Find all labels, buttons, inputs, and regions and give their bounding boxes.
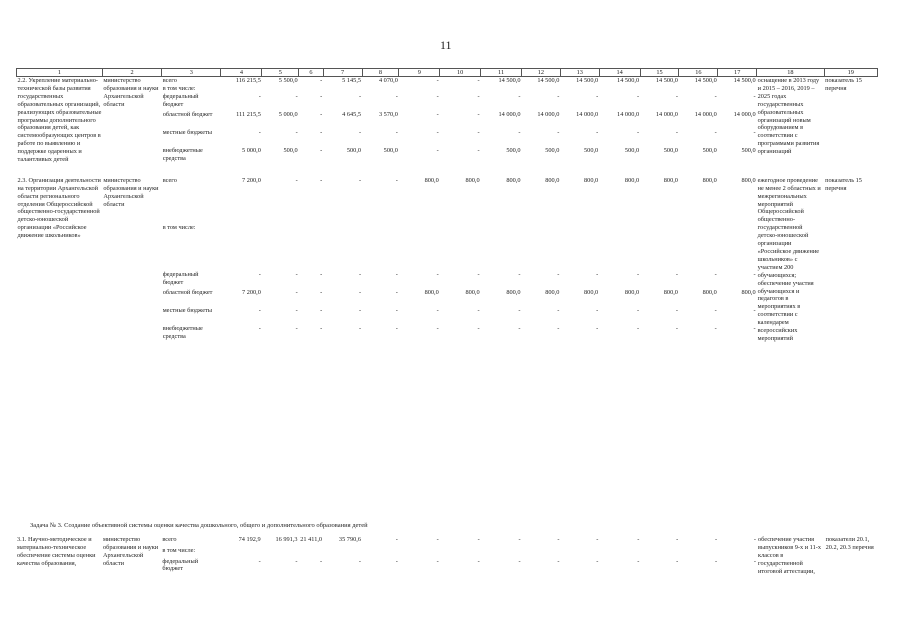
- funding-value: 800,0: [584, 176, 599, 184]
- funding-value: -: [320, 288, 323, 296]
- funding-value: -: [319, 557, 323, 565]
- funding-value: 500,0: [346, 146, 362, 154]
- funding-value: [262, 547, 299, 558]
- funding-value: 14 000,0: [498, 110, 521, 118]
- funding-value: -: [295, 176, 298, 184]
- funding-value: 14 000,0: [537, 110, 560, 118]
- funding-value: -: [358, 176, 362, 184]
- funding-value: -: [320, 146, 323, 154]
- funding-value: 800,0: [584, 288, 599, 296]
- funding-value: -: [358, 128, 362, 136]
- funding-value: -: [358, 270, 362, 278]
- funding-value: -: [518, 536, 521, 543]
- funding-value: 14 500,0: [733, 77, 756, 84]
- funding-value: -: [258, 128, 261, 136]
- funding-value: 500,0: [506, 146, 521, 154]
- indicator-ref: показатель 15 перечня: [825, 176, 862, 192]
- funding-value: -: [395, 536, 398, 543]
- funding-value: 500,0: [663, 146, 678, 154]
- funding-value: -: [436, 270, 439, 278]
- expected-result: ежегодное проведение не менее 2 областных и межрегиональных мероприятий Общероссийской общественно-государственной детско-юношеской организации «Российское движение школьников» с участием 200 обучающихся; обеспечение участия обучающихся и педагогов в мероприятиях в соответствии с календарем всероссийских мероприятий: [757, 176, 821, 342]
- funding-value: [561, 547, 600, 558]
- funding-value: 14 500,0: [655, 77, 678, 84]
- funding-source: внебюджетные средства: [162, 146, 203, 162]
- expected-result: оснащение в 2013 году и 2015 – 2016, 2019 – 2025 годах государственных образовательных организаций новым оборудованием в соответствии с программами развития организаций: [757, 77, 820, 156]
- funding-value: 35 790,6: [338, 536, 361, 543]
- column-number-10: 10: [440, 69, 481, 77]
- funding-value: 14 500,0: [576, 77, 599, 84]
- funding-value: -: [714, 128, 717, 136]
- funding-value: 4 070,0: [378, 77, 398, 84]
- funding-source: областной бюджет: [162, 110, 213, 118]
- funding-value: [599, 85, 640, 93]
- executor: министерство образования и науки Архангельской области: [102, 536, 159, 567]
- funding-source: всего: [162, 176, 177, 184]
- funding-value: -: [753, 270, 756, 278]
- funding-value: [323, 547, 362, 558]
- funding-value: -: [395, 324, 398, 332]
- funding-value: -: [636, 306, 640, 314]
- funding-value: -: [395, 557, 398, 565]
- funding-value: 500,0: [283, 146, 298, 154]
- funding-value: 500,0: [702, 146, 717, 154]
- funding-value: -: [675, 324, 678, 332]
- funding-value: -: [596, 306, 599, 314]
- funding-row: [16, 536, 878, 547]
- column-number-4: 4: [221, 69, 262, 77]
- funding-value: [560, 224, 599, 271]
- funding-value: 800,0: [624, 288, 640, 296]
- funding-value: -: [295, 270, 298, 278]
- funding-value: 14 000,0: [694, 110, 717, 118]
- funding-value: -: [676, 536, 679, 543]
- funding-value: -: [518, 324, 521, 332]
- expected-result: обеспечение участия выпускников 9-х и 11-х классов в государственной итоговой аттестации,: [758, 536, 821, 575]
- funding-value: -: [295, 306, 298, 314]
- funding-value: -: [753, 557, 757, 565]
- funding-value: 500,0: [383, 146, 398, 154]
- funding-value: [481, 547, 522, 558]
- column-number-11: 11: [481, 69, 522, 77]
- funding-value: 800,0: [424, 288, 439, 296]
- funding-value: [599, 224, 640, 271]
- funding-value: -: [596, 557, 599, 565]
- funding-value: [323, 85, 362, 93]
- funding-value: -: [557, 306, 560, 314]
- funding-value: 800,0: [545, 176, 560, 184]
- funding-value: [679, 224, 718, 271]
- funding-value: [481, 85, 522, 93]
- funding-value: -: [557, 270, 560, 278]
- funding-value: [522, 547, 561, 558]
- funding-value: 4 645,5: [342, 110, 362, 118]
- funding-value: 500,0: [545, 146, 560, 154]
- funding-value: 800,0: [702, 288, 717, 296]
- funding-value: [440, 85, 481, 93]
- funding-value: -: [320, 324, 323, 332]
- funding-value: 800,0: [624, 176, 640, 184]
- column-number-1: 1: [17, 69, 103, 77]
- funding-value: -: [258, 324, 261, 332]
- funding-value: 7 200,0: [241, 288, 261, 296]
- funding-value: -: [436, 77, 439, 84]
- funding-value: -: [637, 536, 640, 543]
- funding-value: -: [714, 92, 717, 100]
- executor: министерство образования и науки Архангельской области: [103, 176, 159, 208]
- funding-value: 500,0: [741, 146, 756, 154]
- funding-value: -: [477, 270, 480, 278]
- funding-source: федеральный бюджет: [162, 92, 199, 108]
- funding-value: [399, 85, 440, 93]
- funding-value: -: [395, 128, 398, 136]
- funding-value: -: [320, 77, 323, 84]
- funding-value: [299, 224, 324, 271]
- funding-value: [481, 224, 522, 271]
- funding-value: 800,0: [465, 176, 480, 184]
- funding-value: -: [436, 306, 439, 314]
- funding-value: 800,0: [741, 176, 756, 184]
- funding-value: 14 500,0: [694, 77, 717, 84]
- funding-value: -: [320, 176, 323, 184]
- indicator-ref: показатели 20.1, 20.2, 20.3 перечня: [825, 536, 874, 551]
- funding-value: 5 145,5: [342, 77, 362, 84]
- funding-value: 21 411,0: [300, 536, 323, 543]
- funding-value: -: [477, 324, 480, 332]
- funding-value: -: [295, 92, 298, 100]
- funding-value: 800,0: [506, 176, 521, 184]
- funding-value: -: [477, 110, 480, 118]
- funding-value: -: [395, 92, 398, 100]
- funding-value: [399, 224, 440, 271]
- funding-value: -: [557, 536, 560, 543]
- column-number-15: 15: [640, 69, 679, 77]
- funding-value: -: [477, 146, 480, 154]
- funding-value: -: [477, 536, 480, 543]
- funding-value: -: [636, 128, 640, 136]
- section-gap-cell: [17, 165, 878, 177]
- funding-value: -: [715, 536, 718, 543]
- column-number-16: 16: [679, 69, 718, 77]
- funding-value: -: [753, 128, 756, 136]
- funding-value: -: [436, 92, 439, 100]
- funding-value: 111 215,5: [236, 110, 261, 118]
- funding-value: [679, 85, 718, 93]
- funding-value: [640, 547, 679, 558]
- funding-value: -: [358, 324, 362, 332]
- funding-value: 14 000,0: [617, 110, 640, 118]
- funding-value: [718, 547, 757, 558]
- funding-value: 5 000,0: [278, 110, 298, 118]
- funding-value: [718, 85, 757, 93]
- column-number-12: 12: [522, 69, 561, 77]
- column-number-8: 8: [362, 69, 399, 77]
- funding-value: 5 000,0: [241, 146, 261, 154]
- funding-value: -: [753, 92, 756, 100]
- funding-value: [679, 547, 718, 558]
- funding-value: -: [436, 110, 439, 118]
- funding-value: -: [295, 128, 298, 136]
- funding-value: [362, 85, 399, 93]
- funding-value: [440, 547, 481, 558]
- funding-value: -: [714, 270, 717, 278]
- column-number-6: 6: [299, 69, 324, 77]
- funding-value: -: [518, 92, 521, 100]
- funding-value: -: [715, 557, 718, 565]
- funding-value: -: [637, 557, 640, 565]
- column-number-14: 14: [599, 69, 640, 77]
- funding-value: [440, 224, 481, 271]
- funding-value: 800,0: [545, 288, 560, 296]
- column-number-5: 5: [262, 69, 299, 77]
- funding-value: 800,0: [702, 176, 717, 184]
- funding-value: 500,0: [584, 146, 599, 154]
- funding-value: -: [596, 270, 599, 278]
- funding-value: -: [436, 557, 439, 565]
- funding-value: -: [358, 288, 362, 296]
- funding-value: -: [675, 306, 678, 314]
- funding-value: 116 215,5: [235, 77, 261, 84]
- column-number-2: 2: [102, 69, 161, 77]
- funding-value: -: [258, 270, 261, 278]
- funding-value: -: [518, 557, 521, 565]
- funding-value: [323, 224, 362, 271]
- funding-value: 14 500,0: [617, 77, 640, 84]
- funding-source: в том числе:: [162, 546, 196, 554]
- funding-value: -: [714, 324, 717, 332]
- funding-value: -: [320, 306, 323, 314]
- funding-value: -: [636, 270, 640, 278]
- funding-value: 800,0: [465, 288, 480, 296]
- funding-value: [522, 224, 561, 271]
- funding-value: -: [436, 128, 439, 136]
- funding-value: 7 200,0: [241, 176, 261, 184]
- column-number-17: 17: [718, 69, 757, 77]
- funding-value: -: [395, 176, 398, 184]
- column-number-row: [17, 69, 878, 77]
- indicator-ref: показатель 15 перечня: [825, 77, 862, 92]
- funding-value: -: [636, 92, 640, 100]
- funding-value: [560, 85, 599, 93]
- program-table-task3: [16, 536, 878, 576]
- column-number-7: 7: [323, 69, 362, 77]
- funding-value: -: [675, 128, 678, 136]
- funding-value: [399, 547, 440, 558]
- funding-value: -: [753, 324, 756, 332]
- funding-value: 14 500,0: [498, 77, 521, 84]
- funding-value: -: [596, 128, 599, 136]
- section-gap: [17, 165, 878, 177]
- funding-value: [362, 224, 399, 271]
- funding-value: -: [358, 306, 362, 314]
- funding-value: -: [518, 128, 521, 136]
- funding-value: 14 000,0: [733, 110, 756, 118]
- funding-source: всего: [162, 77, 177, 84]
- column-number-18: 18: [757, 69, 824, 77]
- funding-value: 74 192,9: [238, 536, 261, 543]
- funding-source: внебюджетные средства: [162, 324, 203, 340]
- funding-source: федеральный бюджет: [162, 270, 199, 286]
- funding-value: -: [295, 288, 298, 296]
- funding-value: -: [395, 288, 398, 296]
- funding-value: -: [518, 306, 521, 314]
- funding-value: -: [557, 128, 560, 136]
- funding-value: -: [675, 92, 678, 100]
- funding-value: [299, 547, 324, 558]
- funding-value: -: [320, 92, 323, 100]
- funding-value: 14 000,0: [576, 110, 599, 118]
- funding-value: -: [358, 557, 361, 565]
- funding-value: -: [636, 324, 640, 332]
- funding-source: всего: [162, 536, 177, 543]
- funding-row: [17, 177, 878, 224]
- funding-value: -: [295, 324, 298, 332]
- funding-value: -: [358, 92, 362, 100]
- funding-value: 14 000,0: [655, 110, 678, 118]
- funding-value: [262, 85, 299, 93]
- funding-value: -: [395, 270, 398, 278]
- measure-name: 3.1. Научно-методическое и материально-техническое обеспечение системы оценки качества образования,: [17, 536, 96, 567]
- page-number: 11: [440, 38, 452, 52]
- funding-value: -: [436, 146, 439, 154]
- funding-value: 500,0: [624, 146, 640, 154]
- funding-value: -: [295, 557, 298, 565]
- funding-value: -: [676, 557, 679, 565]
- funding-source: в том числе:: [162, 84, 196, 92]
- funding-row: [17, 77, 878, 85]
- funding-value: 3 570,0: [378, 110, 398, 118]
- funding-value: -: [436, 536, 439, 543]
- funding-value: -: [557, 92, 560, 100]
- funding-value: [640, 85, 679, 93]
- funding-value: [299, 85, 324, 93]
- funding-value: -: [596, 324, 599, 332]
- measure-name: 2.3. Организация деятельности на территории Архангельской области регионального отделения Общероссийской общественно-государственной детско-юношеской организации «Российское движение школьников»: [17, 176, 101, 240]
- funding-value: [221, 224, 262, 271]
- funding-value: 800,0: [663, 288, 678, 296]
- column-number-9: 9: [399, 69, 440, 77]
- funding-value: 800,0: [506, 288, 521, 296]
- task-heading: Задача № 3. Создание объективной системы оценки качества дошкольного, общего и дополнительного образования детей: [30, 522, 368, 529]
- funding-value: -: [518, 270, 521, 278]
- measure-name: 2.2. Укрепление материально-технической базы развития государственных образовательных организаций, реализующих образовательные программы дополнительного образования детей, как системообразующих центров в работе по выявлению и поддержке одаренных и талантливых детей: [17, 77, 102, 164]
- funding-value: 800,0: [424, 176, 439, 184]
- funding-value: 14 500,0: [537, 77, 560, 84]
- funding-value: 5 500,0: [278, 77, 298, 84]
- funding-value: -: [596, 536, 599, 543]
- funding-value: -: [596, 92, 599, 100]
- funding-value: [718, 224, 757, 271]
- funding-value: -: [258, 557, 261, 565]
- funding-value: -: [477, 128, 480, 136]
- program-table: [16, 68, 878, 343]
- funding-value: 800,0: [663, 176, 678, 184]
- column-number-13: 13: [560, 69, 599, 77]
- funding-value: [221, 547, 262, 558]
- column-number-19: 19: [824, 69, 877, 77]
- funding-value: -: [436, 324, 439, 332]
- funding-source: федеральный бюджет: [162, 557, 199, 573]
- funding-value: -: [557, 557, 560, 565]
- funding-source: в том числе:: [162, 223, 196, 231]
- column-number-3: 3: [162, 69, 221, 77]
- funding-value: -: [320, 128, 323, 136]
- funding-value: -: [477, 77, 480, 84]
- funding-source: местные бюджеты: [162, 128, 212, 136]
- funding-value: 800,0: [741, 288, 756, 296]
- funding-value: -: [477, 306, 480, 314]
- funding-value: -: [753, 536, 757, 543]
- funding-value: [221, 85, 262, 93]
- funding-value: [362, 547, 399, 558]
- funding-source: местные бюджеты: [162, 306, 212, 314]
- funding-value: [640, 224, 679, 271]
- funding-value: -: [395, 306, 398, 314]
- funding-value: -: [320, 110, 323, 118]
- executor: министерство образования и науки Архангельской области: [103, 77, 159, 108]
- funding-value: [262, 224, 299, 271]
- funding-value: -: [477, 557, 480, 565]
- funding-value: -: [675, 270, 678, 278]
- funding-value: -: [714, 306, 717, 314]
- funding-value: -: [320, 270, 323, 278]
- funding-source: областной бюджет: [162, 288, 213, 296]
- funding-value: -: [557, 324, 560, 332]
- funding-value: [522, 85, 561, 93]
- funding-value: 16 991,3: [275, 536, 298, 543]
- funding-value: -: [753, 306, 756, 314]
- funding-value: [599, 547, 640, 558]
- funding-value: -: [258, 92, 261, 100]
- funding-value: -: [258, 306, 261, 314]
- funding-value: -: [477, 92, 480, 100]
